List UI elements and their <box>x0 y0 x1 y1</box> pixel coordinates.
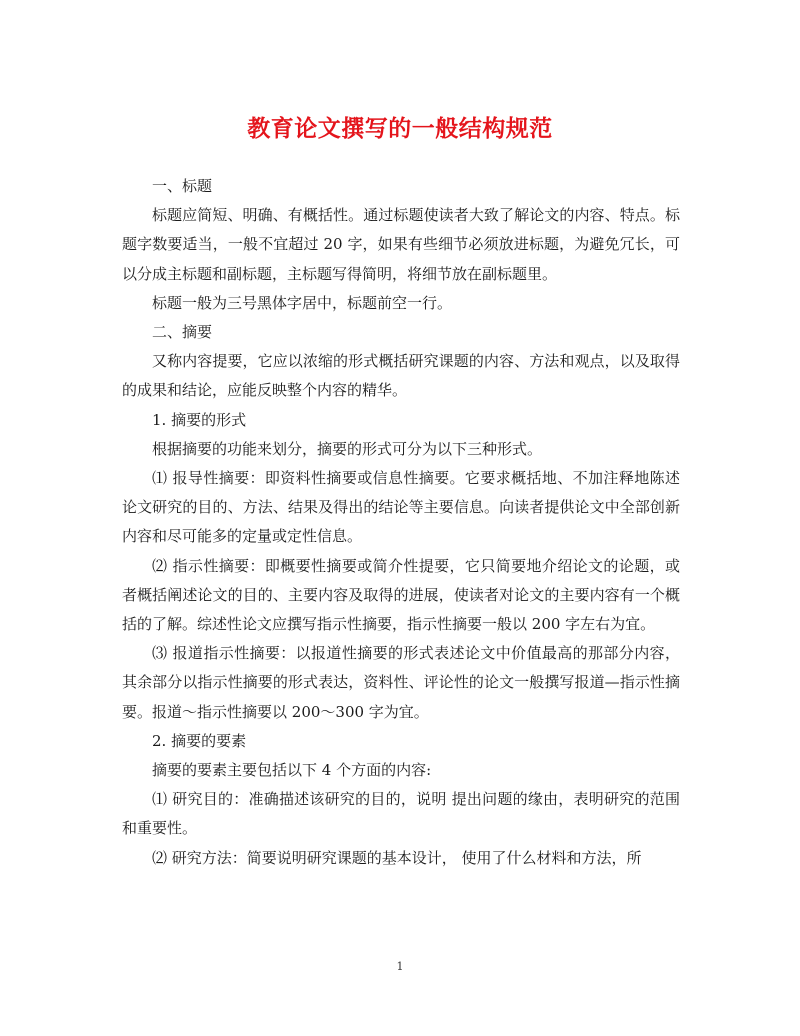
paragraph: 又称内容提要，它应以浓缩的形式概括研究课题的内容、方法和观点，以及取得的成果和结论，应能反映整个内容的精华。 <box>122 352 680 400</box>
paragraph: 标题一般为三号黑体字居中，标题前空一行。 <box>152 293 453 312</box>
list-item: ⑴ 报导性摘要：即资料性摘要或信息性摘要。它要求概括地、不加注释地陈述论文研究的目的、方法、结果及得出的结论等主要信息。向读者提供论文中全部创新内容和尽可能多的定量或定性信息。 <box>122 469 680 546</box>
document-title: 教育论文撰写的一般结构规范 <box>247 116 553 142</box>
section-heading-abstract: 二、摘要 <box>152 323 213 342</box>
list-item: ⑵ 研究方法：简要说明研究课题的基本设计， 使用了什么材料和方法，所 <box>152 848 642 867</box>
paragraph: 摘要的要素主要包括以下 4 个方面的内容: <box>152 761 432 780</box>
document-body <box>122 172 680 873</box>
section-heading-title: 一、标题 <box>152 177 213 195</box>
page-number: 1 <box>396 960 404 973</box>
paragraph: 根据摘要的功能来划分，摘要的形式可分为以下三种形式。 <box>152 439 543 458</box>
paragraph: 标题应简短、明确、有概括性。通过标题使读者大致了解论文的内容、特点。标题字数要适当，一般不宜超过 20 字，如果有些细节必须放进标题，为避免冗长，可以分成主标题和副标题，主标题写得简明，将细节放在副标题里。 <box>122 206 680 283</box>
subsection-heading-abstract-elements: 2. 摘要的要素 <box>152 731 247 750</box>
list-item: ⑴ 研究目的：准确描述该研究的目的，说明 提出问题的缘由，表明研究的范围和重要性。 <box>122 790 680 838</box>
list-item: ⑵ 指示性摘要：即概要性摘要或简介性提要，它只简要地介绍论文的论题，或者概括阐述论文的目的、主要内容及取得的进展，使读者对论文的主要内容有一个概括的了解。综述性论文应撰写指示性摘要，指示性摘要一般以 200 字左右为宜。 <box>122 556 680 634</box>
list-item: ⑶ 报道指示性摘要：以报道性摘要的形式表述论文中价值最高的那部分内容，其余部分以指示性摘要的形式表达，资料性、评论性的论文一般撰写报道—指示性摘要。报道～指示性摘要以 200～300 字为宜。 <box>122 644 680 721</box>
subsection-heading-abstract-form: 1. 摘要的形式 <box>152 410 247 429</box>
